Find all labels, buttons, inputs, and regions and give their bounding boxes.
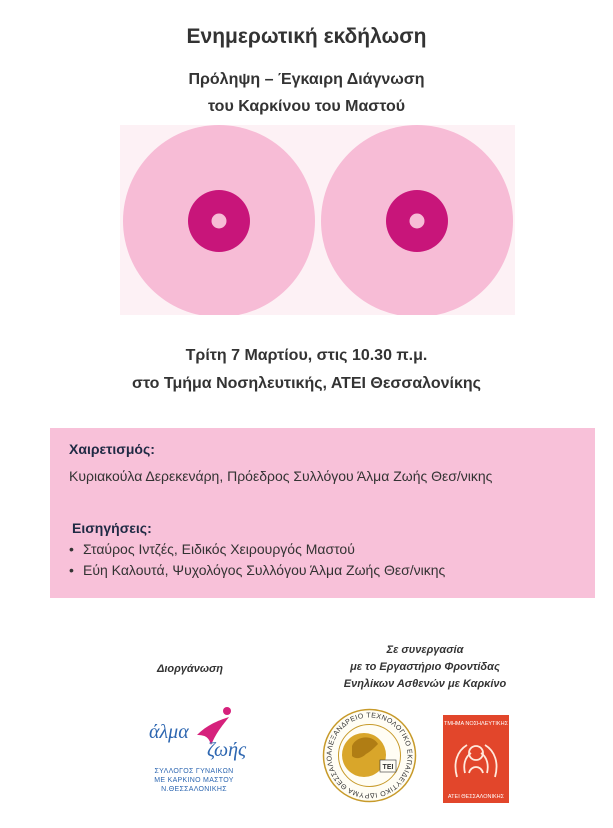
bullet: • (69, 541, 74, 557)
event-place: στο Τμήμα Νοσηλευτικής, ΑΤΕΙ Θεσσαλονίκης (132, 375, 481, 392)
collab-line-3: Ενηλίκων Ασθενών με Καρκίνο (343, 678, 507, 690)
nursing-department-logo (443, 715, 509, 803)
left-nipple (212, 214, 227, 229)
alma-subtitle (135, 767, 253, 794)
event-details (0, 342, 613, 398)
seal-center-text: ΤΕΙ (382, 764, 394, 771)
atei-seal-logo (322, 708, 417, 803)
event-date-time: Τρίτη 7 Μαρτίου, στις 10.30 π.μ. (185, 347, 428, 364)
organizer-label: Διοργάνωση (156, 663, 224, 675)
page-title: Ενημερωτική εκδήλωση (186, 25, 427, 48)
alma-word: άλμα (149, 721, 189, 743)
collaboration-note (325, 642, 525, 693)
breast-awareness-illustration (120, 125, 515, 315)
subtitle-line-1: Πρόληψη – Έγκαιρη Διάγνωση (188, 71, 425, 88)
nursing-top-text: ΤΜΗΜΑ ΝΟΣΗΛΕΥΤΙΚΗΣ (444, 721, 508, 727)
subtitle-line-2: του Καρκίνου του Μαστού (207, 98, 406, 115)
alma-sub-line-2: ΜΕ ΚΑΡΚΙΝΟ ΜΑΣΤΟΥ (154, 777, 234, 784)
event-subtitle (0, 66, 613, 120)
program-panel (50, 428, 595, 598)
collab-line-1: Σε συνεργασία (386, 644, 464, 656)
alma-sub-line-1: ΣΥΛΛΟΓΟΣ ΓΥΝΑΙΚΩΝ (154, 768, 234, 775)
collab-line-2: με το Εργαστήριο Φροντίδας (350, 661, 500, 673)
zois-word: ζωής (207, 739, 247, 761)
nursing-bottom-text: ΑΤΕΙ ΘΕΣΣΑΛΟΝΙΚΗΣ (447, 794, 505, 800)
talks-heading: Εισηγήσεις: (72, 520, 152, 536)
bullet: • (69, 562, 74, 578)
greeting-heading: Χαιρετισμός: (69, 441, 155, 457)
talk-speaker: Σταύρος Ιντζές, Ειδικός Χειρουργός Μαστού (83, 541, 355, 557)
seal-ring-text: ΑΛΕΞΑΝΔΡΕΙΟ ΤΕΧΝΟΛΟΓΙΚΟ ΕΚΠΑΙΔΕΥΤΙΚΟ ΙΔΡΥΜΑ ΘΕΣΣΑΛΟ (326, 712, 413, 799)
talk-speaker: Εύη Καλουτά, Ψυχολόγος Συλλόγου Άλμα Ζωής Θεσ/νικης (83, 562, 446, 578)
alma-zois-logo (135, 705, 265, 795)
list-item (69, 539, 445, 560)
greeting-text: Κυριακούλα Δερεκενάρη, Πρόεδρος Συλλόγου Άλμα Ζωής Θεσ/νικης (69, 468, 493, 484)
talks-list (69, 539, 445, 581)
right-nipple (410, 214, 425, 229)
alma-sub-line-3: Ν.ΘΕΣΣΑΛΟΝΙΚΗΣ (161, 786, 227, 793)
list-item (69, 560, 445, 581)
